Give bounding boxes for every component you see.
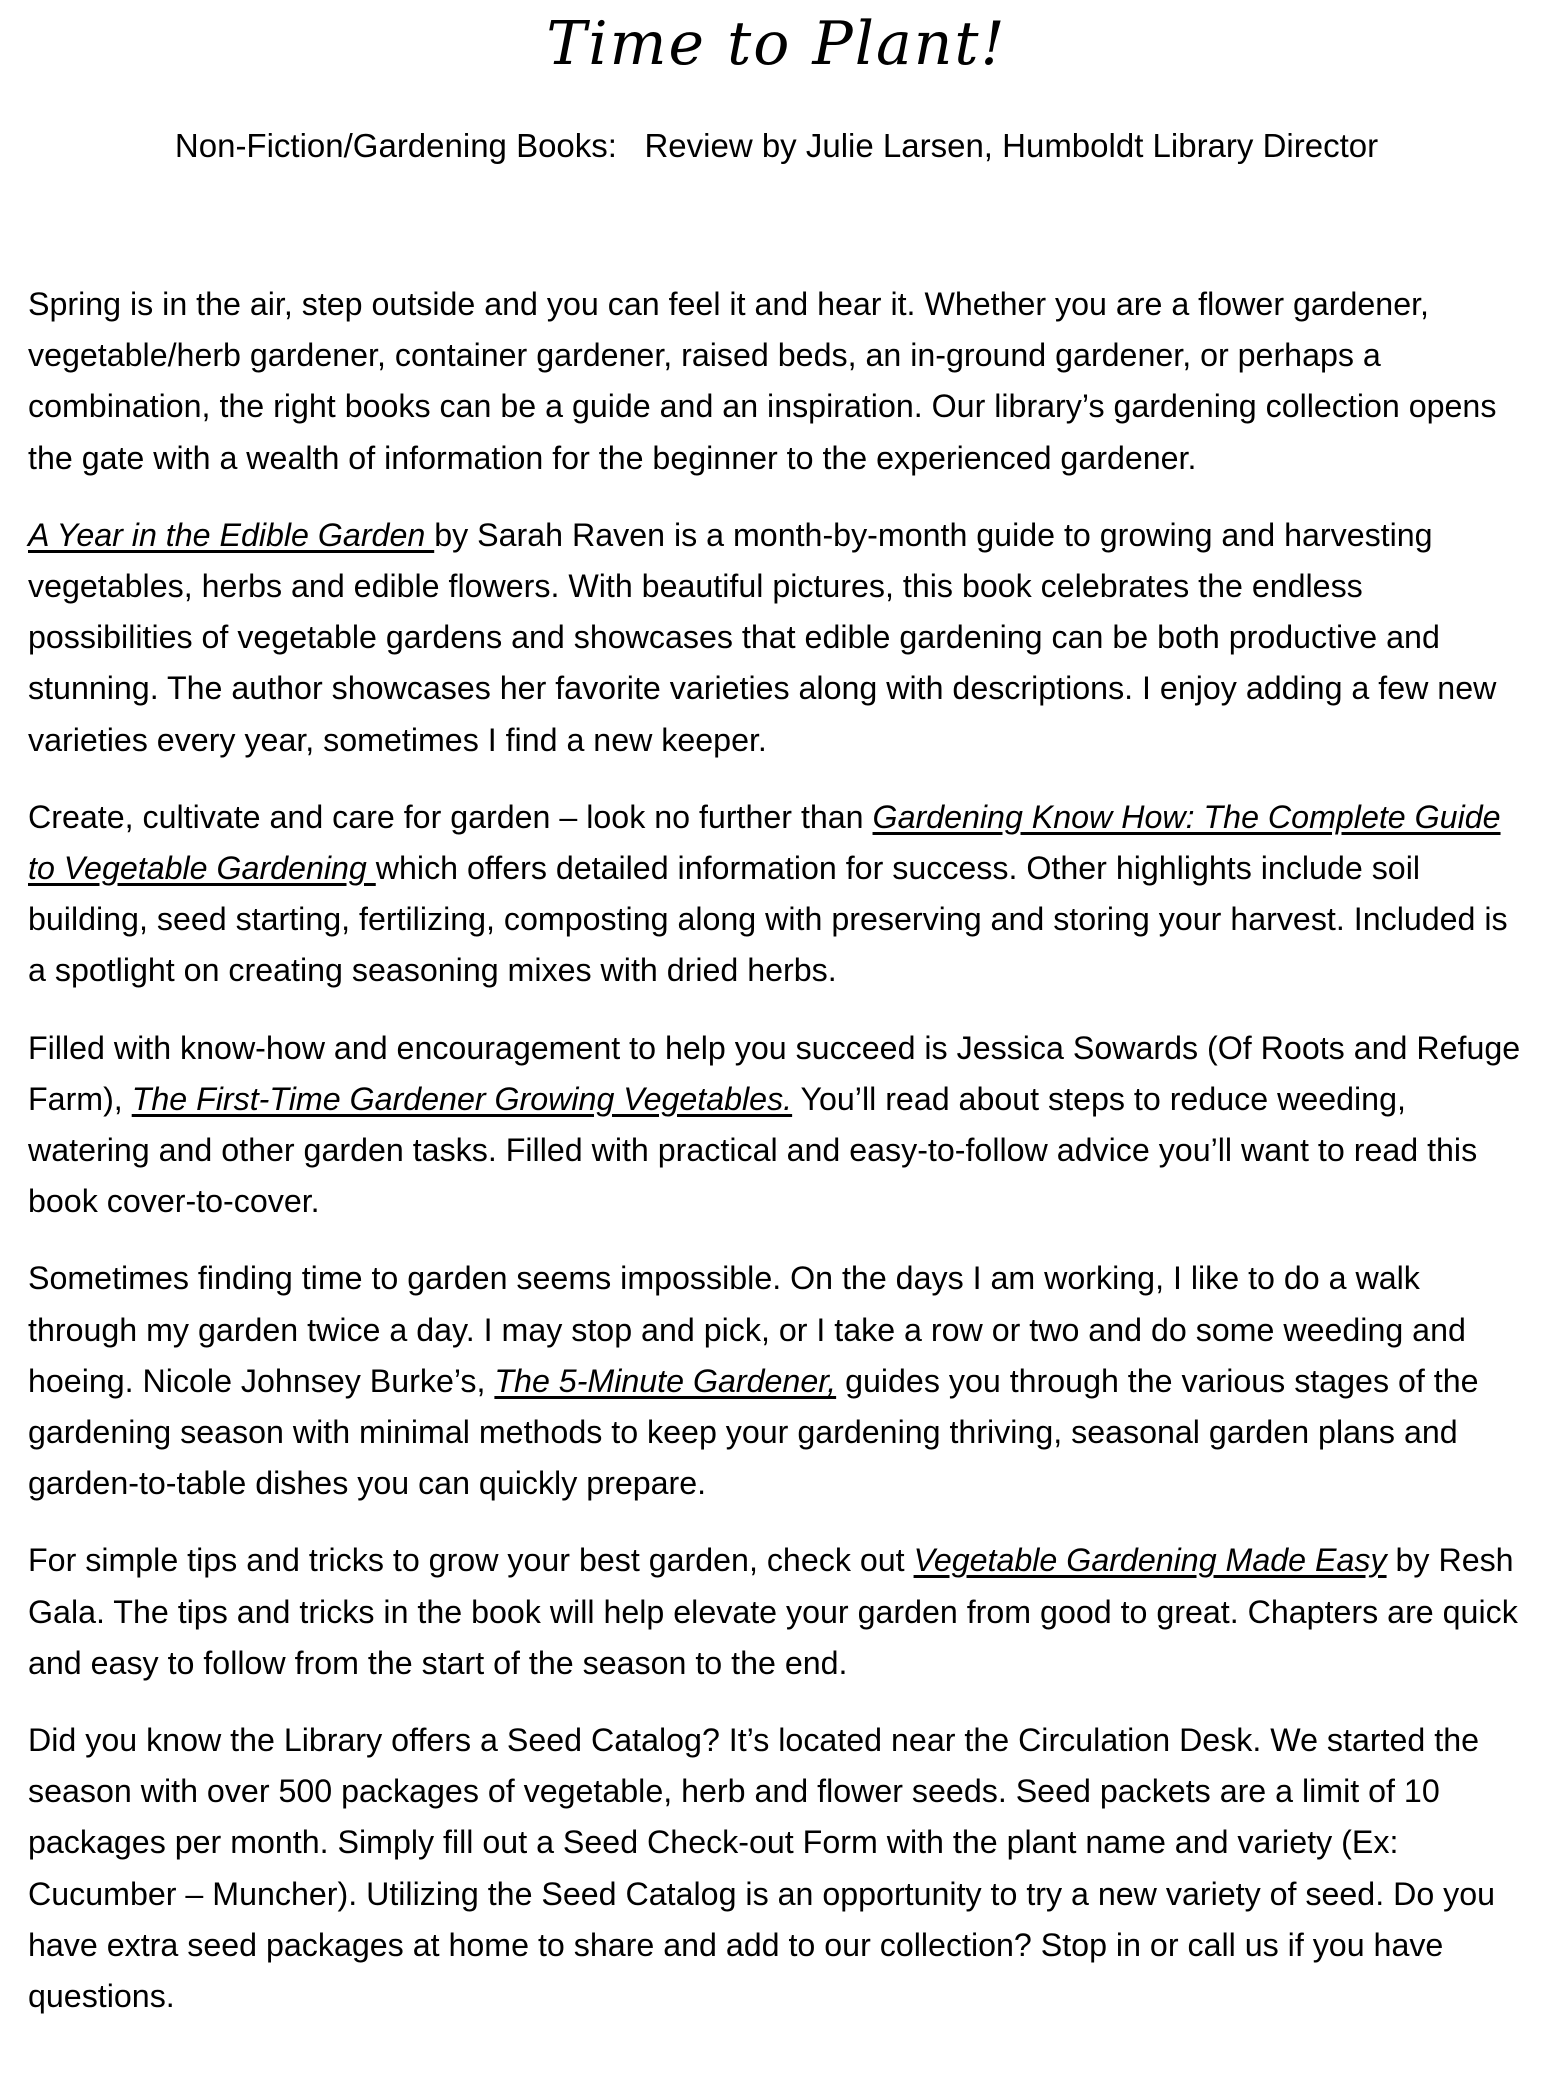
seed-catalog-paragraph: Did you know the Library offers a Seed Catalog? It’s located near the Circulation Desk. We started the season with over 500 packages of vegetable, herb and flower seeds. Seed packets are a limit of 10 packages per month. Simply fill out a Seed Check-out Form with the plant name and variety (Ex: Cucumber – Muncher). Utilizing the Seed Catalog is an opportunity to try a new variety of seed. Do you have extra seed packages at home to share and add to our collection? Stop in or call us if you have questions. (28, 1722, 1496, 2015)
paragraph-text: which offers detailed information for success. Other highlights include soil building, seed starting, fertilizing, composting along with preserving and storing your harvest. Included is a spotlight on creating seasoning mixes with dried herbs. (28, 850, 1508, 989)
paragraph-text: Filled with know-how and encouragement to help you succeed is Jessica Sowards (Of Roots and Refuge Farm), (28, 1029, 1521, 1117)
review-paragraph-first-time-gardener (28, 1023, 1533, 1228)
book-title: Gardening Know How: The Complete Guide to Vegetable Gardening (28, 798, 1501, 887)
review-byline: Non-Fiction/Gardening Books: Review by Julie Larsen, Humboldt Library Director (174, 127, 1379, 164)
review-paragraph-5-minute-gardener (28, 1253, 1533, 1509)
book-title: The First-Time Gardener Growing Vegetables. (131, 1080, 793, 1117)
paragraph-text: Sometimes finding time to garden seems impossible. On the days I am working, I like to do a walk through my garden twice a day. I may stop and pick, or I take a row or two and do some weeding and hoeing. Nicole Johnsey Burke’s, (28, 1260, 1466, 1399)
book-title: The 5-Minute Gardener, (494, 1362, 837, 1399)
paragraph-text: by Sarah Raven is a month-by-month guide to growing and harvesting vegetables, herbs and edible flowers. With beautiful pictures, this book celebrates the endless possibilities of vegetable gardens and showcases that edible gardening can be both productive and stunning. The author showcases her favorite varieties along with descriptions. I enjoy adding a few new varieties every year, sometimes I find a new keeper. (28, 516, 1497, 758)
review-paragraph-made-easy (28, 1535, 1533, 1689)
paragraph-text: For simple tips and tricks to grow your best garden, check out (28, 1542, 914, 1579)
paragraph-text: guides you through the various stages of the gardening season with minimal methods to keep your gardening thriving, seasonal garden plans and garden-to-table dishes you can quickly prepare. (28, 1362, 1479, 1502)
paragraph-text: Create, cultivate and care for garden – look no further than (28, 798, 873, 835)
paragraph-text: by Resh Gala. The tips and tricks in the book will help elevate your garden from good to great. Chapters are quick and easy to follow from the start of the season to the end. (28, 1542, 1518, 1681)
intro-paragraph: Spring is in the air, step outside and you can feel it and hear it. Whether you are a flower gardener, vegetable/herb gardener, container gardener, raised beds, an in-ground gardener, or perhaps a combination, the right books can be a guide and an inspiration. Our library’s gardening collection opens the gate with a wealth of information for the beginner to the experienced gardener. (28, 286, 1497, 476)
book-title: Vegetable Gardening Made Easy (913, 1542, 1387, 1579)
review-paragraph-edible-garden (28, 510, 1533, 766)
article-body (28, 279, 1533, 2048)
review-paragraph-know-how (28, 792, 1533, 997)
page-title: Time to Plant! (546, 9, 1007, 79)
book-title: A Year in the Edible Garden (28, 516, 435, 553)
paragraph-text: You’ll read about steps to reduce weeding, watering and other garden tasks. Filled with practical and easy-to-follow advice you’ll want to read this book cover-to-cover. (28, 1080, 1478, 1220)
